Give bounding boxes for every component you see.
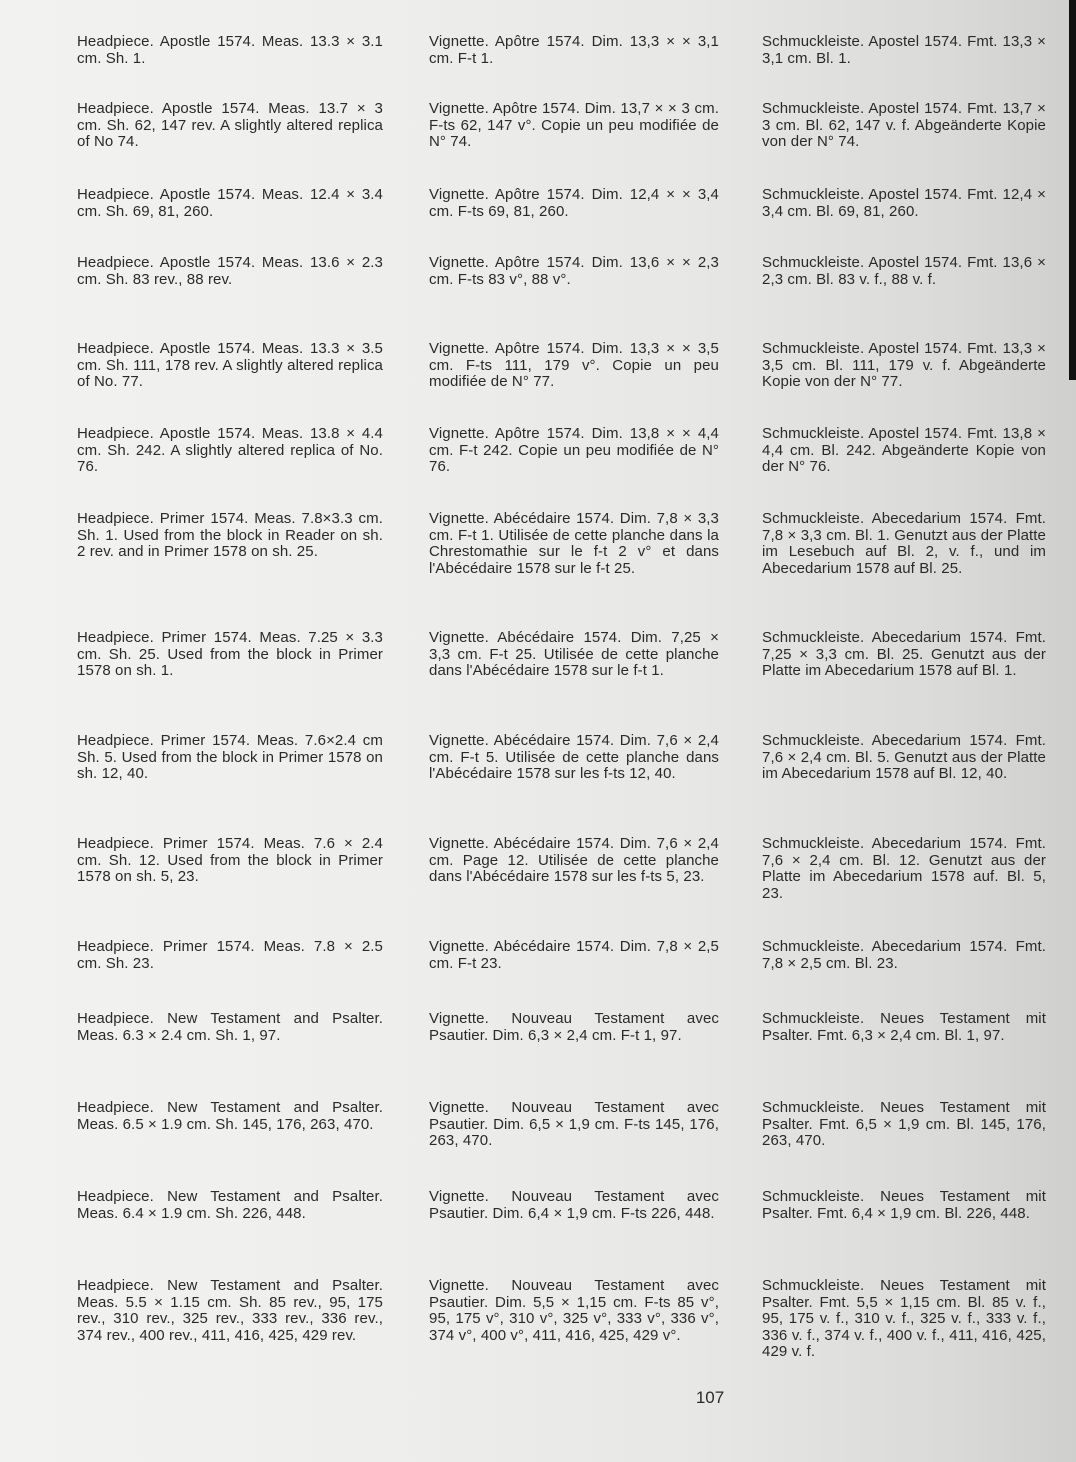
entry-german: Schmuckleiste. Abecedarium 1574. Fmt. 7,8 × 2,5 cm. Bl. 23.	[762, 938, 1046, 972]
entry-english: Headpiece. Apostle 1574. Meas. 13.8 × 4.4 cm. Sh. 242. A slightly altered replica of No. 76.	[77, 425, 383, 475]
page-number: 107	[695, 1388, 725, 1407]
entry-german: Schmuckleiste. Neues Testament mit Psalter. Fmt. 6,3 × 2,4 cm. Bl. 1, 97.	[762, 1010, 1046, 1044]
entry-english: Headpiece. Apostle 1574. Meas. 13.6 × 2.3 cm. Sh. 83 rev., 88 rev.	[77, 254, 383, 288]
entry-german: Schmuckleiste. Neues Testament mit Psalter. Fmt. 6,5 × 1,9 cm. Bl. 145, 176, 263, 470.	[762, 1099, 1046, 1149]
entry-french: Vignette. Nouveau Testament avec Psautier. Dim. 6,3 × 2,4 cm. F-t 1, 97.	[429, 1010, 719, 1044]
entry-french: Vignette. Nouveau Testament avec Psautier. Dim. 6,4 × 1,9 cm. F-ts 226, 448.	[429, 1188, 719, 1222]
entry-german: Schmuckleiste. Apostel 1574. Fmt. 13,8 × 4,4 cm. Bl. 242. Abgeänderte Kopie von der N° 76.	[762, 425, 1046, 475]
entry-english: Headpiece. Apostle 1574. Meas. 13.7 × 3 cm. Sh. 62, 147 rev. A slightly altered replica of No 74.	[77, 100, 383, 150]
entry-french: Vignette. Nouveau Testament avec Psautier. Dim. 5,5 × 1,15 cm. F-ts 85 v°, 95, 175 v°, 310 v°, 325 v°, 333 v°, 336 v°, 374 v°, 400 v°, 411, 416, 425, 429 v°.	[429, 1277, 719, 1344]
entry-french: Vignette. Abécédaire 1574. Dim. 7,8 × 2,5 cm. F-t 23.	[429, 938, 719, 972]
entry-english: Headpiece. Primer 1574. Meas. 7.8 × 2.5 cm. Sh. 23.	[77, 938, 383, 972]
entry-german: Schmuckleiste. Apostel 1574. Fmt. 13,3 × 3,5 cm. Bl. 111, 179 v. f. Abgeänderte Kopie von der N° 77.	[762, 340, 1046, 390]
entry-english: Headpiece. Apostle 1574. Meas. 13.3 × 3.5 cm. Sh. 111, 178 rev. A slightly altered replica of No. 77.	[77, 340, 383, 390]
entry-english: Headpiece. Primer 1574. Meas. 7.6 × 2.4 cm. Sh. 12. Used from the block in Primer 1578 on sh. 5, 23.	[77, 835, 383, 885]
entry-german: Schmuckleiste. Apostel 1574. Fmt. 13,7 × 3 cm. Bl. 62, 147 v. f. Abgeänderte Kopie von der N° 74.	[762, 100, 1046, 150]
entry-english: Headpiece. Apostle 1574. Meas. 12.4 × 3.4 cm. Sh. 69, 81, 260.	[77, 186, 383, 220]
entry-french: Vignette. Apôtre 1574. Dim. 12,4 × × 3,4 cm. F-ts 69, 81, 260.	[429, 186, 719, 220]
entry-french: Vignette. Abécédaire 1574. Dim. 7,6 × 2,4 cm. Page 12. Utilisée de cette planche dans l'Abécédaire 1578 sur les f-ts 5, 23.	[429, 835, 719, 885]
entry-english: Headpiece. New Testament and Psalter. Meas. 6.5 × 1.9 cm. Sh. 145, 176, 263, 470.	[77, 1099, 383, 1133]
entry-english: Headpiece. Apostle 1574. Meas. 13.3 × 3.1 cm. Sh. 1.	[77, 33, 383, 67]
entry-german: Schmuckleiste. Abecedarium 1574. Fmt. 7,6 × 2,4 cm. Bl. 12. Genutzt aus der Platte im Abecedarium 1578 auf. Bl. 5, 23.	[762, 835, 1046, 902]
entry-french: Vignette. Apôtre 1574. Dim. 13,3 × × 3,5 cm. F-ts 111, 179 v°. Copie un peu modifiée de N° 77.	[429, 340, 719, 390]
entry-german: Schmuckleiste. Abecedarium 1574. Fmt. 7,25 × 3,3 cm. Bl. 25. Genutzt aus der Platte im Abecedarium 1578 auf Bl. 1.	[762, 629, 1046, 679]
entry-german: Schmuckleiste. Abecedarium 1574. Fmt. 7,6 × 2,4 cm. Bl. 5. Genutzt aus der Platte im Abecedarium 1578 auf Bl. 12, 40.	[762, 732, 1046, 782]
entry-german: Schmuckleiste. Apostel 1574. Fmt. 13,6 × 2,3 cm. Bl. 83 v. f., 88 v. f.	[762, 254, 1046, 288]
entry-french: Vignette. Nouveau Testament avec Psautier. Dim. 6,5 × 1,9 cm. F-ts 145, 176, 263, 470.	[429, 1099, 719, 1149]
entry-german: Schmuckleiste. Abecedarium 1574. Fmt. 7,8 × 3,3 cm. Bl. 1. Genutzt aus der Platte im Lesebuch auf Bl. 2, v. f., und im Abecedarium 1578 auf Bl. 25.	[762, 510, 1046, 577]
entry-english: Headpiece. New Testament and Psalter. Meas. 6.4 × 1.9 cm. Sh. 226, 448.	[77, 1188, 383, 1222]
entry-german: Schmuckleiste. Neues Testament mit Psalter. Fmt. 6,4 × 1,9 cm. Bl. 226, 448.	[762, 1188, 1046, 1222]
entry-french: Vignette. Apôtre 1574. Dim. 13,6 × × 2,3 cm. F-ts 83 v°, 88 v°.	[429, 254, 719, 288]
entry-english: Headpiece. Primer 1574. Meas. 7.8×3.3 cm. Sh. 1. Used from the block in Reader on sh. 2 rev. and in Primer 1578 on sh. 25.	[77, 510, 383, 560]
entry-german: Schmuckleiste. Neues Testament mit Psalter. Fmt. 5,5 × 1,15 cm. Bl. 85 v. f., 95, 175 v. f., 310 v. f., 325 v. f., 333 v. f., 336 v. f., 374 v. f., 400 v. f., 411, 416, 425, 429 v. f.	[762, 1277, 1046, 1360]
entry-english: Headpiece. Primer 1574. Meas. 7.6×2.4 cm Sh. 5. Used from the block in Primer 1578 on sh. 12, 40.	[77, 732, 383, 782]
entry-french: Vignette. Abécédaire 1574. Dim. 7,8 × 3,3 cm. F-t 1. Utilisée de cette planche dans la Chrestomathie sur le f-t 2 v° et dans l'Abécédaire 1578 sur le f-t 25.	[429, 510, 719, 577]
entry-french: Vignette. Apôtre 1574. Dim. 13,3 × × 3,1 cm. F-t 1.	[429, 33, 719, 67]
entry-french: Vignette. Apôtre 1574. Dim. 13,7 × × 3 cm. F-ts 62, 147 v°. Copie un peu modifiée de N° 74.	[429, 100, 719, 150]
entry-german: Schmuckleiste. Apostel 1574. Fmt. 13,3 × 3,1 cm. Bl. 1.	[762, 33, 1046, 67]
entry-french: Vignette. Apôtre 1574. Dim. 13,8 × × 4,4 cm. F-t 242. Copie un peu modifiée de N° 76.	[429, 425, 719, 475]
entry-english: Headpiece. Primer 1574. Meas. 7.25 × 3.3 cm. Sh. 25. Used from the block in Primer 1578 on sh. 1.	[77, 629, 383, 679]
entry-french: Vignette. Abécédaire 1574. Dim. 7,6 × 2,4 cm. F-t 5. Utilisée de cette planche dans l'Abécédaire 1578 sur les f-ts 12, 40.	[429, 732, 719, 782]
entry-german: Schmuckleiste. Apostel 1574. Fmt. 12,4 × 3,4 cm. Bl. 69, 81, 260.	[762, 186, 1046, 220]
entry-french: Vignette. Abécédaire 1574. Dim. 7,25 × 3,3 cm. F-t 25. Utilisée de cette planche dans l'Abécédaire 1578 sur le f-t 1.	[429, 629, 719, 679]
entry-english: Headpiece. New Testament and Psalter. Meas. 5.5 × 1.15 cm. Sh. 85 rev., 95, 175 rev., 310 rev., 325 rev., 333 rev., 336 rev., 374 rev., 400 rev., 411, 416, 425, 429 rev.	[77, 1277, 383, 1344]
entry-english: Headpiece. New Testament and Psalter. Meas. 6.3 × 2.4 cm. Sh. 1, 97.	[77, 1010, 383, 1044]
